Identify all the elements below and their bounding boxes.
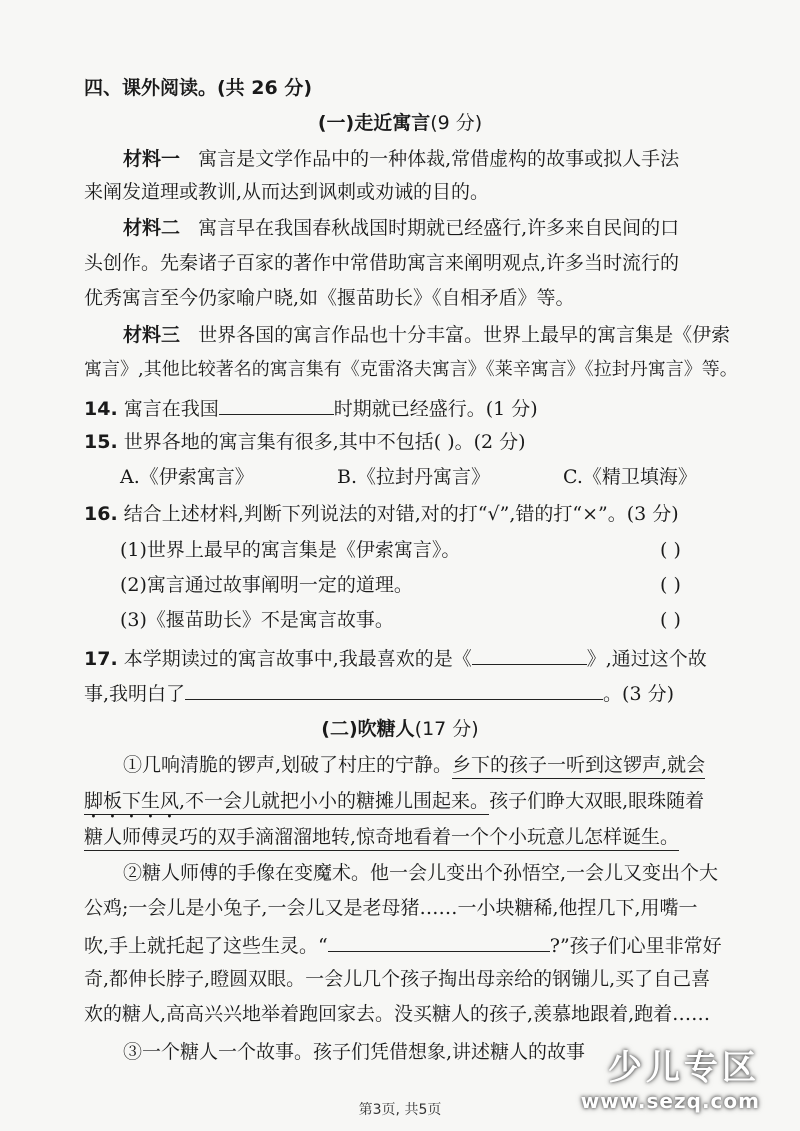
material2-line2: 头创作。先秦诸子百家的著作中常借助寓言来阐明观点,许多当时流行的 <box>84 252 680 274</box>
q14-text-b: 时期就已经盛行。(1 分) <box>333 398 538 420</box>
question-15 <box>84 427 734 457</box>
q16-item-2: (2)寓言通过故事阐明一定的道理。 <box>120 574 413 596</box>
watermark-url: www.sezq.com <box>580 1089 760 1113</box>
material3-line2: 寓言》,其他比较著名的寓言集有《克雷洛夫寓言》《莱辛寓言》《拉封丹寓言》等。 <box>84 359 738 380</box>
q17-text-d: 。(3 分) <box>603 683 675 705</box>
section-title: 四、课外阅读。(共 26 分) <box>84 77 313 99</box>
p1-underlined-d: ,不一会儿就把小小的糖摊儿围起来。 <box>179 790 489 815</box>
page-footer: 第3页, 共5页 <box>358 1102 442 1118</box>
part1-title-text: (一)走近寓言 <box>317 112 431 134</box>
p1-dotted-phrase: 脚板下生风 <box>84 790 179 815</box>
paragraph1-line2 <box>84 786 734 823</box>
q16-item-2-answer[interactable]: ( ) <box>660 574 681 596</box>
material2-text: 寓言早在我国春秋战国时期就已经盛行,许多来自民间的口 <box>198 217 680 239</box>
q17-text-b: 》,通过这个故 <box>586 648 707 670</box>
material2-label: 材料二 <box>123 217 181 239</box>
paragraph3-line1: ③一个糖人一个故事。孩子们凭借想象,讲述糖人的故事 <box>123 1041 586 1063</box>
part1-title <box>0 108 800 138</box>
question-17-line2 <box>84 677 734 709</box>
q17-story-blank[interactable] <box>472 642 587 665</box>
p1-underlined-b: 乡下的孩子一听到这锣声,就会 <box>452 754 705 779</box>
q15-option-a[interactable]: A.《伊索寓言》 <box>120 466 254 488</box>
p1-text-e: 孩子们睁大双眼,眼珠随着 <box>489 790 705 812</box>
q16-item-3: (3)《揠苗助长》不是寓言故事。 <box>120 609 394 631</box>
p2-text-a: 吹,手上就托起了这些生灵。“ <box>84 935 328 957</box>
part2-title <box>0 714 800 744</box>
part1-score: (9 分) <box>430 112 483 134</box>
paragraph2-line3 <box>84 929 734 961</box>
q17-number: 17. <box>84 648 118 670</box>
q14-number: 14. <box>84 398 118 420</box>
material3-text: 世界各国的寓言作品也十分丰富。世界上最早的寓言集是《伊索 <box>198 324 731 346</box>
material3-line1 <box>123 320 773 350</box>
question-14 <box>84 392 734 424</box>
question-17-line1 <box>84 642 734 674</box>
part2-score: (17 分) <box>414 718 479 740</box>
paragraph2-line4: 奇,都伸长脖子,瞪圆双眼。一会儿几个孩子掏出母亲给的钢镚儿,买了自己喜 <box>84 968 711 990</box>
watermark-text: 少儿专区 <box>608 1048 760 1088</box>
q15-number: 15. <box>84 431 118 453</box>
q17-lesson-blank[interactable] <box>185 677 603 700</box>
question-16 <box>84 499 734 529</box>
material2-line1 <box>123 213 773 243</box>
q16-item-1: (1)世界上最早的寓言集是《伊索寓言》。 <box>120 539 461 561</box>
q17-text-c: 事,我明白了 <box>84 683 186 705</box>
paragraph2-line5: 欢的糖人,高高兴兴地举着跑回家去。没买糖人的孩子,羡慕地跟着,跑着…… <box>84 1003 711 1025</box>
p2-quote-blank[interactable] <box>328 929 550 952</box>
material1-line2: 来阐发道理或教训,从而达到讽刺或劝诫的目的。 <box>84 181 490 203</box>
q16-number: 16. <box>84 503 118 525</box>
q14-answer-blank[interactable] <box>219 392 334 415</box>
material1-label: 材料一 <box>123 148 181 170</box>
q16-item-1-answer[interactable]: ( ) <box>660 539 681 561</box>
q15-text: 世界各地的寓言集有很多,其中不包括( )。(2 分) <box>123 431 526 453</box>
p1-underlined-f: 糖人师傅灵巧的双手滴溜溜地转,惊奇地看着一个个小玩意儿怎样诞生。 <box>84 826 679 851</box>
q17-text-a: 本学期读过的寓言故事中,我最喜欢的是《 <box>123 648 472 670</box>
material1-line1 <box>123 144 773 174</box>
paragraph2-line2: 公鸡;一会儿是小兔子,一会儿又是老母猪……一小块糖稀,他捏几下,用嘴一 <box>84 897 698 919</box>
q15-option-c[interactable]: C.《精卫填海》 <box>563 466 697 488</box>
paragraph1-line1 <box>123 750 773 780</box>
part2-title-text: (二)吹糖人 <box>321 718 415 740</box>
paragraph2-line1: ②糖人师傅的手像在变魔术。他一会儿变出个孙悟空,一会儿又变出个大 <box>123 862 719 884</box>
q14-text-a: 寓言在我国 <box>123 398 219 420</box>
q16-text: 结合上述材料,判断下列说法的对错,对的打“√”,错的打“×”。(3 分) <box>123 503 679 525</box>
material2-line3: 优秀寓言至今仍家喻户晓,如《揠苗助长》《自相矛盾》等。 <box>84 287 575 309</box>
q15-option-b[interactable]: B.《拉封丹寓言》 <box>337 466 491 488</box>
material3-label: 材料三 <box>123 324 181 346</box>
material1-text: 寓言是文学作品中的一种体裁,常借虚构的故事或拟人手法 <box>198 148 680 170</box>
paragraph1-line3 <box>84 822 734 852</box>
p1-text-a: ①几响清脆的锣声,划破了村庄的宁静。 <box>123 754 453 776</box>
q16-item-3-answer[interactable]: ( ) <box>660 609 681 631</box>
p2-text-b: ?”孩子们心里非常好 <box>549 935 722 957</box>
